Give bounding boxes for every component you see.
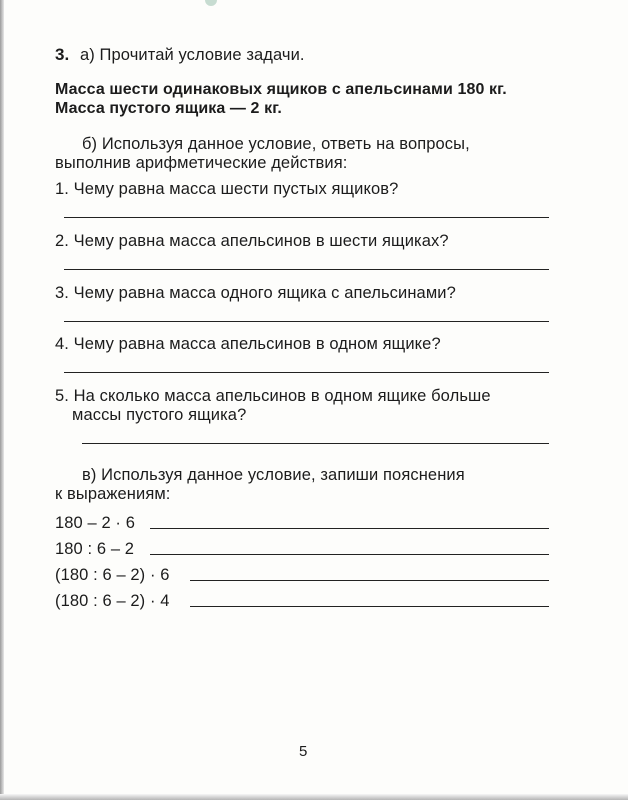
expression-4: (180 : 6 – 2) · 4 [55,592,170,610]
question-4: 4. Чему равна масса апельсинов в одном ящике? [55,335,441,353]
page-number: 5 [299,743,308,760]
question-1: 1. Чему равна масса шести пустых ящиков? [55,180,399,198]
answer-line-5[interactable] [82,443,549,444]
expression-2: 180 : 6 – 2 [55,540,135,558]
part-c-instruction-line-2: к выражениям: [55,485,171,503]
part-c-instruction-line-1: в) Используя данное условие, запиши пояснения [82,466,465,484]
answer-line-3[interactable] [64,321,549,322]
explanation-line-2[interactable] [150,554,549,555]
explanation-line-1[interactable] [150,528,549,529]
part-b-instruction-line-2: выполнив арифметические действия: [55,154,348,172]
answer-line-1[interactable] [64,217,549,218]
expression-1: 180 – 2 · 6 [55,514,135,532]
condition-line-2: Масса пустого ящика — 2 кг. [55,100,282,117]
explanation-line-3[interactable] [190,580,549,581]
expression-3: (180 : 6 – 2) · 6 [55,566,170,584]
scan-mark [205,0,217,6]
question-3: 3. Чему равна масса одного ящика с апельсинами? [55,284,456,302]
part-a-instruction: а) Прочитай условие задачи. [80,46,305,64]
condition-line-1: Масса шести одинаковых ящиков с апельсинами 180 кг. [55,81,507,98]
answer-line-2[interactable] [64,269,549,270]
page-bottom-edge [0,794,628,800]
question-2: 2. Чему равна масса апельсинов в шести ящиках? [55,232,449,250]
task-number: 3. [55,45,70,64]
answer-line-4[interactable] [64,372,549,373]
explanation-line-4[interactable] [190,606,549,607]
part-b-instruction-line-1: б) Используя данное условие, ответь на вопросы, [82,135,470,153]
question-5-line-2: массы пустого ящика? [72,406,247,424]
question-5-line-1: 5. На сколько масса апельсинов в одном ящике больше [55,387,491,405]
page-edge-shadow [0,0,4,800]
